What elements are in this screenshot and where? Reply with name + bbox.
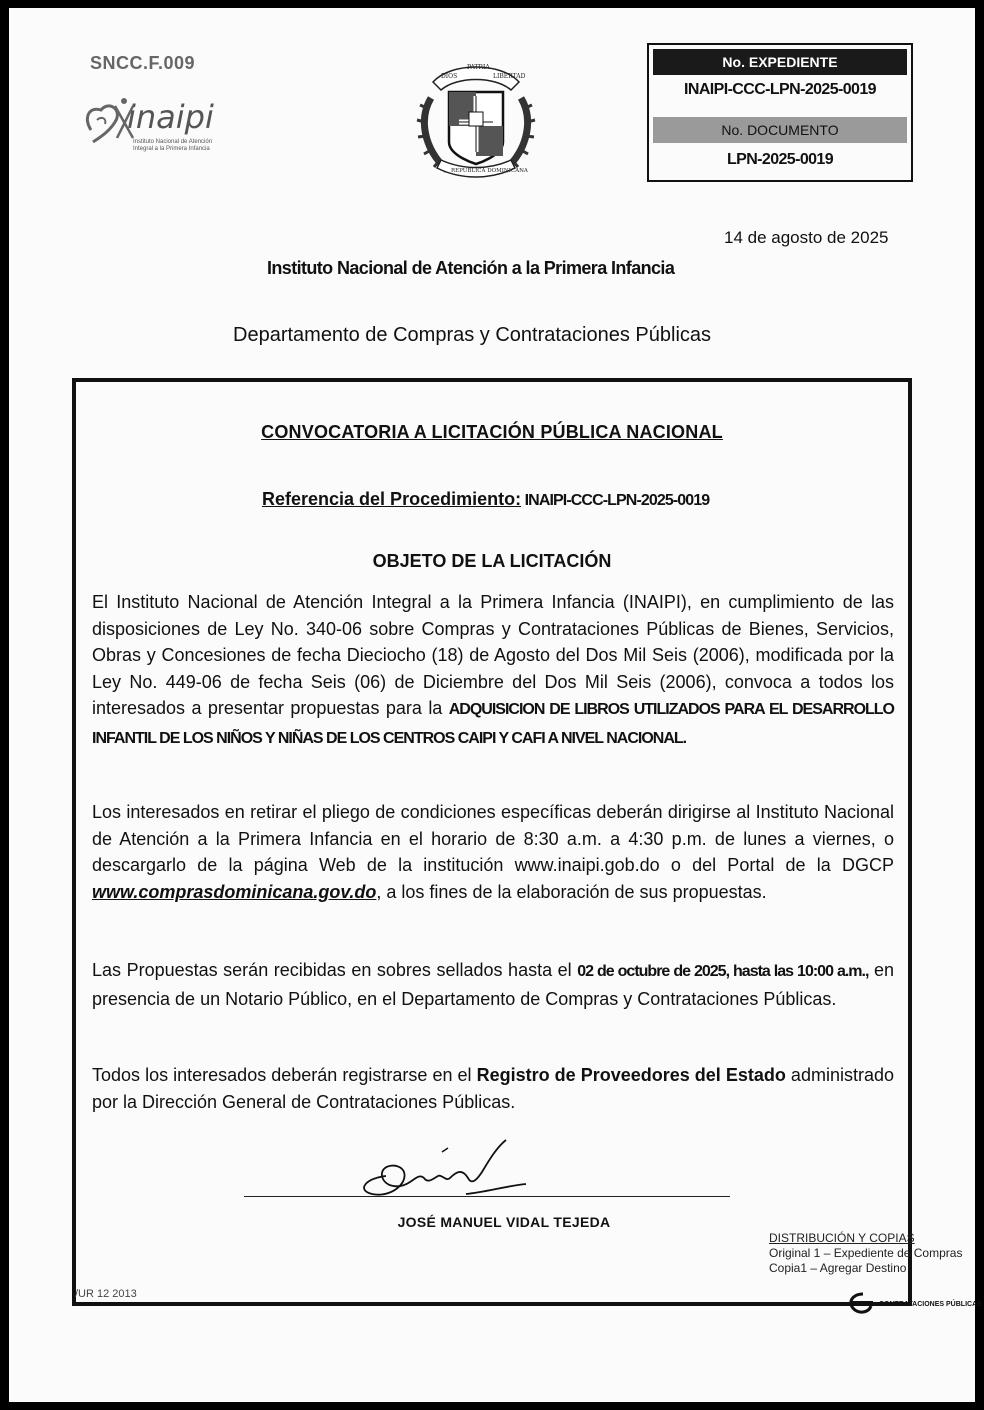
p1-acquisition: ADQUISICION DE LIBROS UTILIZADOS PARA EL DESARROLLO INFANTIL DE LOS NIÑOS Y NIÑAS DE LOS CENTROS CAIPI Y CAFI A NIVEL NACIONAL. [92,701,894,747]
p4-tail: administrado por la Dirección General de Contrataciones Públicas. [92,1065,894,1112]
dgcp-logo-icon [845,1286,982,1322]
expediente-label: No. EXPEDIENTE [653,49,907,75]
distribution-block [769,1231,962,1276]
motto-left: DIOS [441,73,458,80]
signer-name: JOSÉ MANUEL VIDAL TEJEDA [397,1214,611,1230]
footer-code: /UR 12 2013 [75,1288,137,1300]
paragraph-object [92,589,894,752]
p4-text: Todos los interesados deberán registrarse en el [92,1065,477,1085]
notice-box [72,378,912,1306]
logo-wordmark: inaipi [127,98,214,136]
p4-registry: Registro de Proveedores del Estado [476,1065,786,1085]
notice-title: CONVOCATORIA A LICITACIÓN PÚBLICA NACIONAL [261,422,723,442]
dgcp-logo-text: CONTRATACIONES PÚBLICAS [879,1301,982,1308]
documento-label: No. DOCUMENTO [653,117,907,143]
object-heading: OBJETO DE LA LICITACIÓN [372,551,612,571]
motto-right: LIBERTAD [493,73,526,80]
coat-banner: REPUBLICA DOMINICANA [451,168,528,174]
p1-text: El Instituto Nacional de Atención Integral a la Primera Infancia (INAIPI), en cumplimiento de las disposiciones de Ley No. 340-06 sobre Compras y Contrataciones Públicas de Bienes, Servicios, Obras y Concesiones de fecha Dieciocho (18) de Agosto del Dos Mil Seis (2006), modificada por la Ley No. 449-06 de fecha Seis (06) de Diciembre del Dos Mil Seis (2006), convoca a todos los interesados a presentar propuestas para la [92,592,894,718]
p2-tail: , a los fines de la elaboración de sus propuestas. [376,881,767,902]
documento-value: LPN-2025-0019 [726,151,834,168]
distribution-line-2: Copia1 – Agregar Destino [769,1261,907,1275]
reference-label: Referencia del Procedimiento: [262,489,522,509]
institution-name: Instituto Nacional de Atención a la Primera Infancia [267,258,675,278]
paragraph-registry [92,1062,894,1115]
paragraph-conditions [92,799,894,905]
distribution-line-1: Original 1 – Expediente de Compras [769,1246,963,1260]
expediente-box [647,43,913,182]
document-date: 14 de agosto de 2025 [724,228,889,247]
p3-deadline: 02 de octubre de 2025, hasta las 10:00 a.m., [577,963,869,980]
department-name: Departamento de Compras y Contrataciones Públicas [233,324,712,346]
signature-icon [346,1134,546,1209]
distribution-heading: DISTRIBUCIÓN Y COPIAS [769,1231,915,1245]
p3-text: Las Propuestas serán recibidas en sobres sellados hasta el [92,960,578,980]
signature-line [244,1196,730,1197]
procedure-reference [262,489,709,510]
p2-text: Los interesados en retirar el pliego de condiciones específicas deberán dirigirse al Instituto Nacional de Atención a la Primera Infancia en el horario de 8:30 a.m. a 4:30 p.m. de lunes a viernes, o descargarlo de la página Web de la institución www.inaipi.gob.do o del Portal de la DGCP [92,802,894,875]
dgcp-portal-link[interactable]: www.comprasdominicana.gov.do [92,881,377,902]
form-code: SNCC.F.009 [90,53,196,73]
reference-value: INAIPI-CCC-LPN-2025-0019 [521,492,710,509]
paragraph-deadline [92,957,894,1012]
logo-subtitle: Instituto Nacional de Atención Integral a la Primera Infancia [133,139,213,152]
motto-center: PATRIA [467,64,490,71]
expediente-value: INAIPI-CCC-LPN-2025-0019 [684,81,876,98]
p3-tail: en presencia de un Notario Público, en el Departamento de Compras y Contrataciones Públicas. [92,960,894,1009]
document-page [9,8,982,1402]
coat-of-arms-icon [411,48,541,188]
